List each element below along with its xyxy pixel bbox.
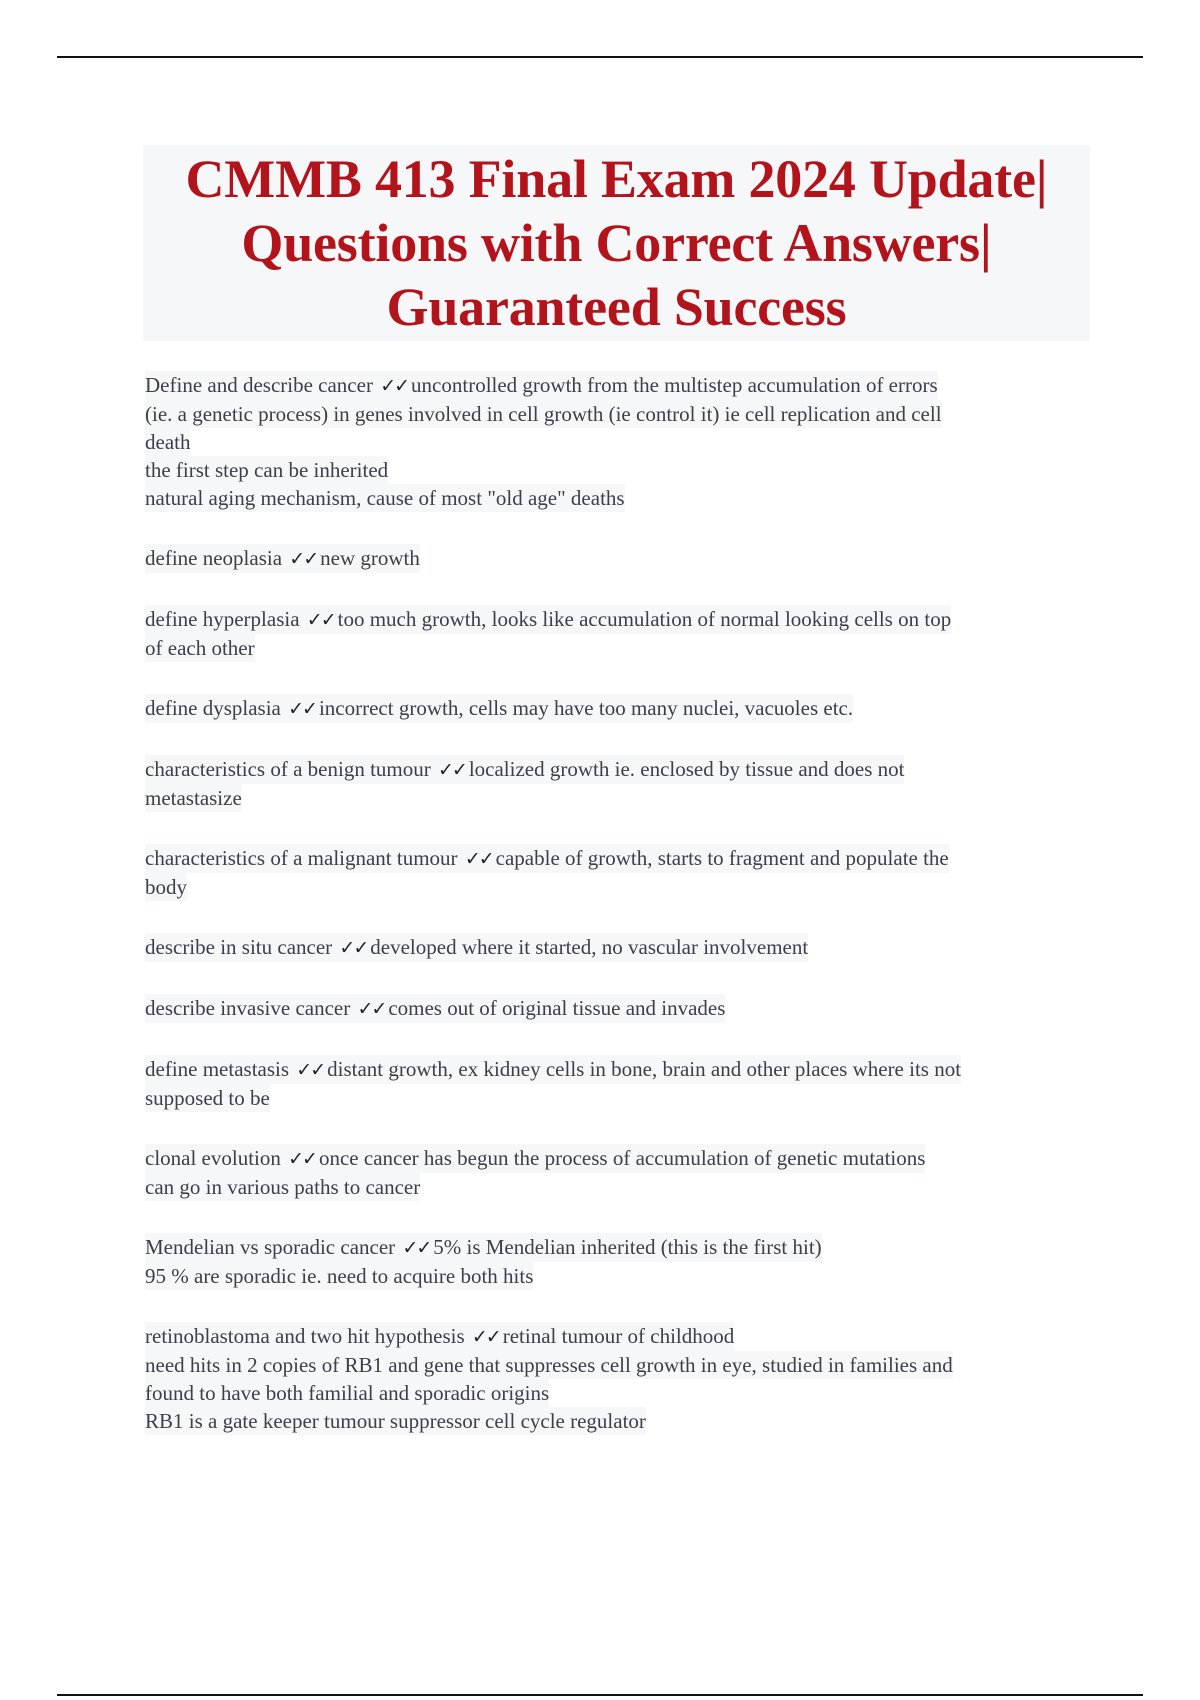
answer-text: (ie. a genetic process) in genes involved in cell growth (ie control it) ie cell replication and cell bbox=[145, 402, 942, 426]
answer-line bbox=[145, 484, 625, 512]
qa-item bbox=[145, 1233, 1090, 1290]
answer-text: once cancer has begun the process of accumulation of genetic mutations bbox=[318, 1146, 926, 1170]
answer-text: comes out of original tissue and invades bbox=[388, 996, 726, 1020]
qa-item bbox=[145, 1055, 1090, 1112]
question-term: define hyperplasia bbox=[145, 607, 300, 631]
answer-text: 95 % are sporadic ie. need to acquire both hits bbox=[145, 1264, 534, 1288]
document-title: CMMB 413 Final Exam 2024 Update| Questions with Correct Answers| Guaranteed Success bbox=[185, 149, 1048, 337]
qa-item bbox=[145, 694, 1090, 723]
qa-item bbox=[145, 994, 1090, 1023]
qa-item bbox=[145, 1322, 1090, 1435]
qa-item bbox=[145, 544, 1090, 573]
answer-line bbox=[145, 428, 190, 456]
qa-first-line bbox=[145, 371, 938, 400]
answer-text: metastasize bbox=[145, 786, 242, 810]
answer-text: can go in various paths to cancer bbox=[145, 1175, 421, 1199]
answer-text: 5% is Mendelian inherited (this is the first hit) bbox=[433, 1235, 822, 1259]
answer-line bbox=[145, 784, 242, 812]
question-term: define dysplasia bbox=[145, 696, 281, 720]
answer-text: incorrect growth, cells may have too many nuclei, vacuoles etc. bbox=[318, 696, 854, 720]
answer-text: retinal tumour of childhood bbox=[502, 1324, 735, 1348]
question-term: define neoplasia bbox=[145, 546, 283, 570]
question-answer-list bbox=[145, 371, 1090, 1467]
answer-text: supposed to be bbox=[145, 1086, 270, 1110]
question-term: define metastasis bbox=[145, 1057, 290, 1081]
answer-text: uncontrolled growth from the multistep accumulation of errors bbox=[411, 373, 938, 397]
qa-first-line bbox=[145, 1055, 961, 1084]
answer-text: new growth bbox=[320, 546, 420, 570]
qa-first-line bbox=[145, 1322, 734, 1351]
double-check-icon: ✓✓ bbox=[437, 759, 466, 781]
answer-text: of each other bbox=[145, 636, 255, 660]
question-term: Mendelian vs sporadic cancer bbox=[145, 1235, 396, 1259]
header-rule bbox=[57, 56, 1143, 58]
qa-first-line bbox=[145, 933, 808, 962]
question-term: describe in situ cancer bbox=[145, 935, 333, 959]
double-check-icon: ✓✓ bbox=[357, 998, 386, 1020]
answer-text: capable of growth, starts to fragment and populate the bbox=[495, 846, 949, 870]
double-check-icon: ✓✓ bbox=[288, 698, 316, 720]
answer-line bbox=[145, 456, 388, 484]
qa-item bbox=[145, 1144, 1090, 1201]
question-term: describe invasive cancer bbox=[145, 996, 351, 1020]
question-term: retinoblastoma and two hit hypothesis bbox=[145, 1324, 465, 1348]
question-term: characteristics of a benign tumour bbox=[145, 757, 431, 781]
qa-item bbox=[145, 605, 1090, 662]
qa-first-line bbox=[145, 605, 951, 634]
double-check-icon: ✓✓ bbox=[306, 609, 335, 631]
title-banner bbox=[143, 145, 1090, 341]
answer-text: localized growth ie. enclosed by tissue and does not bbox=[468, 757, 905, 781]
answer-text: death bbox=[145, 430, 191, 454]
answer-text: body bbox=[145, 875, 187, 899]
qa-first-line bbox=[145, 994, 725, 1023]
qa-item bbox=[145, 844, 1090, 901]
answer-line bbox=[145, 1173, 420, 1201]
answer-text: natural aging mechanism, cause of most "old age" deaths bbox=[145, 486, 625, 510]
answer-line bbox=[145, 1351, 953, 1379]
answer-text: distant growth, ex kidney cells in bone, brain and other places where its not bbox=[327, 1057, 962, 1081]
double-check-icon: ✓✓ bbox=[289, 548, 318, 570]
qa-first-line bbox=[145, 755, 904, 784]
double-check-icon: ✓✓ bbox=[380, 375, 409, 397]
answer-text: developed where it started, no vascular involvement bbox=[370, 935, 809, 959]
double-check-icon: ✓✓ bbox=[471, 1326, 500, 1348]
double-check-icon: ✓✓ bbox=[288, 1148, 316, 1170]
question-term: Define and describe cancer bbox=[145, 373, 373, 397]
qa-first-line bbox=[145, 1144, 925, 1173]
answer-text: too much growth, looks like accumulation of normal looking cells on top bbox=[337, 607, 952, 631]
question-term: clonal evolution bbox=[145, 1146, 281, 1170]
footer-rule bbox=[57, 1694, 1143, 1696]
qa-first-line bbox=[145, 544, 420, 573]
double-check-icon: ✓✓ bbox=[464, 848, 493, 870]
answer-line bbox=[145, 1084, 270, 1112]
answer-line bbox=[145, 400, 942, 428]
answer-line bbox=[145, 1379, 549, 1407]
qa-item bbox=[145, 755, 1090, 812]
answer-line bbox=[145, 1262, 533, 1290]
answer-text: need hits in 2 copies of RB1 and gene that suppresses cell growth in eye, studied in families and bbox=[145, 1353, 953, 1377]
qa-item bbox=[145, 933, 1090, 962]
qa-first-line bbox=[145, 844, 949, 873]
question-term: characteristics of a malignant tumour bbox=[145, 846, 458, 870]
answer-text: found to have both familial and sporadic origins bbox=[145, 1381, 550, 1405]
double-check-icon: ✓✓ bbox=[402, 1237, 431, 1259]
qa-item bbox=[145, 371, 1090, 512]
double-check-icon: ✓✓ bbox=[296, 1059, 325, 1081]
answer-text: the first step can be inherited bbox=[145, 458, 389, 482]
answer-text: RB1 is a gate keeper tumour suppressor cell cycle regulator bbox=[145, 1409, 646, 1433]
answer-line bbox=[145, 1407, 646, 1435]
answer-line bbox=[145, 873, 187, 901]
answer-line bbox=[145, 634, 255, 662]
qa-first-line bbox=[145, 694, 853, 723]
qa-first-line bbox=[145, 1233, 822, 1262]
double-check-icon: ✓✓ bbox=[339, 937, 368, 959]
